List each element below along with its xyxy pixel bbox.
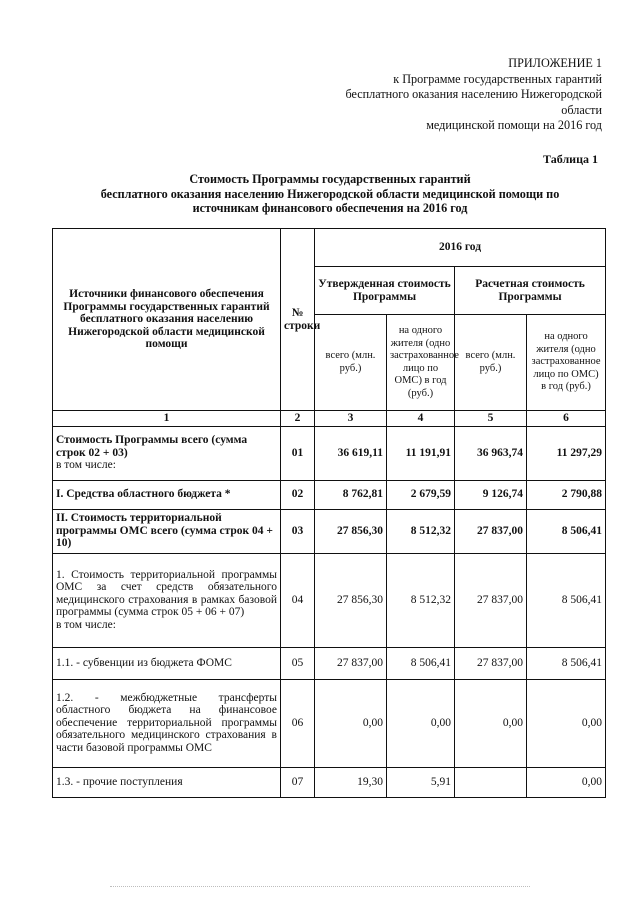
row-label-cell — [53, 553, 281, 647]
row-number: 01 — [281, 426, 315, 480]
header-approved-cost: Утвержденная стоимость Программы — [315, 267, 455, 315]
approved-total-value: 0,00 — [315, 679, 387, 767]
row-label: 1.3. - прочие поступления — [53, 767, 281, 797]
col-number-2: 2 — [281, 411, 315, 427]
header-estimated-per-capita: на одного жителя (одно застрахованное лицо по ОМС) в год (руб.) — [527, 315, 606, 411]
row-number: 07 — [281, 767, 315, 797]
caption-line-3: источникам финансового обеспечения на 2016 год — [192, 201, 468, 216]
table-row — [53, 767, 606, 797]
row-number: 06 — [281, 679, 315, 767]
header-approved-total: всего (млн. руб.) — [315, 315, 387, 411]
row-label-cell — [53, 426, 281, 480]
estimated-total-value: 9 126,74 — [455, 480, 527, 509]
approved-total-value: 27 837,00 — [315, 647, 387, 679]
appendix-line-2: бесплатного оказания населению Нижегородской — [345, 87, 602, 101]
approved-total-value: 27 856,30 — [315, 553, 387, 647]
table-caption — [60, 172, 600, 216]
table-label: Таблица 1 — [543, 152, 598, 166]
estimated-per-capita-value: 8 506,41 — [527, 647, 606, 679]
estimated-total-value — [455, 767, 527, 797]
estimated-per-capita-value: 0,00 — [527, 767, 606, 797]
table-row — [53, 509, 606, 553]
approved-per-capita-value: 8 506,41 — [387, 647, 455, 679]
estimated-total-value: 27 837,00 — [455, 553, 527, 647]
row-label: 1.1. - субвенции из бюджета ФОМС — [53, 647, 281, 679]
table-row — [53, 426, 606, 480]
row-label: I. Средства областного бюджета * — [53, 480, 281, 509]
caption-line-1: Стоимость Программы государственных гарантий — [189, 172, 471, 186]
estimated-per-capita-value: 11 297,29 — [527, 426, 606, 480]
estimated-total-value: 0,00 — [455, 679, 527, 767]
row-label: 1. Стоимость территориальной программы ОМС за счет средств обязательного медицинского страхования в рамках базовой программы (сумма строк 05 + 06 + 07) — [56, 568, 277, 619]
caption-line-2: бесплатного оказания населению Нижегородской области медицинской помощи по — [100, 186, 560, 201]
estimated-total-value: 27 837,00 — [455, 647, 527, 679]
col-number-4: 4 — [387, 411, 455, 427]
row-number: 02 — [281, 480, 315, 509]
row-number: 03 — [281, 509, 315, 553]
col-number-1: 1 — [53, 411, 281, 427]
table-row — [53, 553, 606, 647]
header-sources: Источники финансового обеспечения Программы государственных гарантий бесплатного оказания населению Нижегородской области медицинской помощи — [53, 229, 281, 411]
row-label: 1.2. - межбюджетные трансферты областного бюджета на финансовое обеспечение территориальной программы обязательного медицинского страхования в части базовой программы ОМС — [53, 679, 281, 767]
appendix-title: ПРИЛОЖЕНИЕ 1 — [508, 56, 602, 70]
appendix-block — [302, 56, 602, 134]
approved-per-capita-value: 8 512,32 — [387, 509, 455, 553]
table-row — [53, 647, 606, 679]
financing-table — [52, 228, 606, 798]
approved-per-capita-value: 0,00 — [387, 679, 455, 767]
approved-total-value: 8 762,81 — [315, 480, 387, 509]
approved-per-capita-value: 2 679,59 — [387, 480, 455, 509]
estimated-per-capita-value: 8 506,41 — [527, 553, 606, 647]
estimated-per-capita-value: 2 790,88 — [527, 480, 606, 509]
appendix-line-1: к Программе государственных гарантий — [393, 71, 602, 86]
table-row — [53, 480, 606, 509]
row-label: Стоимость Программы всего (сумма строк 02 + 03) — [56, 434, 248, 459]
header-year: 2016 год — [315, 229, 606, 267]
approved-per-capita-value: 8 512,32 — [387, 553, 455, 647]
row-number: 05 — [281, 647, 315, 679]
approved-per-capita-value: 11 191,91 — [387, 426, 455, 480]
approved-total-value: 19,30 — [315, 767, 387, 797]
estimated-total-value: 36 963,74 — [455, 426, 527, 480]
row-label: II. Стоимость территориальной программы ОМС всего (сумма строк 04 + 10) — [53, 509, 281, 553]
approved-total-value: 27 856,30 — [315, 509, 387, 553]
header-estimated-total: всего (млн. руб.) — [455, 315, 527, 411]
col-number-6: 6 — [527, 411, 606, 427]
col-number-3: 3 — [315, 411, 387, 427]
row-note: в том числе: — [56, 459, 116, 472]
approved-total-value: 36 619,11 — [315, 426, 387, 480]
header-row-number: № строки — [281, 229, 315, 411]
row-number: 04 — [281, 553, 315, 647]
col-number-5: 5 — [455, 411, 527, 427]
page-bottom-divider — [110, 886, 530, 887]
appendix-line-4: медицинской помощи на 2016 год — [426, 118, 602, 132]
table-row — [53, 679, 606, 767]
estimated-per-capita-value: 0,00 — [527, 679, 606, 767]
estimated-per-capita-value: 8 506,41 — [527, 509, 606, 553]
row-note: в том числе: — [56, 618, 116, 631]
approved-per-capita-value: 5,91 — [387, 767, 455, 797]
appendix-line-3: области — [561, 102, 602, 117]
estimated-total-value: 27 837,00 — [455, 509, 527, 553]
header-approved-per-capita: на одного жителя (одно застрахованное лицо по ОМС) в год (руб.) — [387, 315, 455, 411]
header-estimated-cost: Расчетная стоимость Программы — [455, 267, 606, 315]
